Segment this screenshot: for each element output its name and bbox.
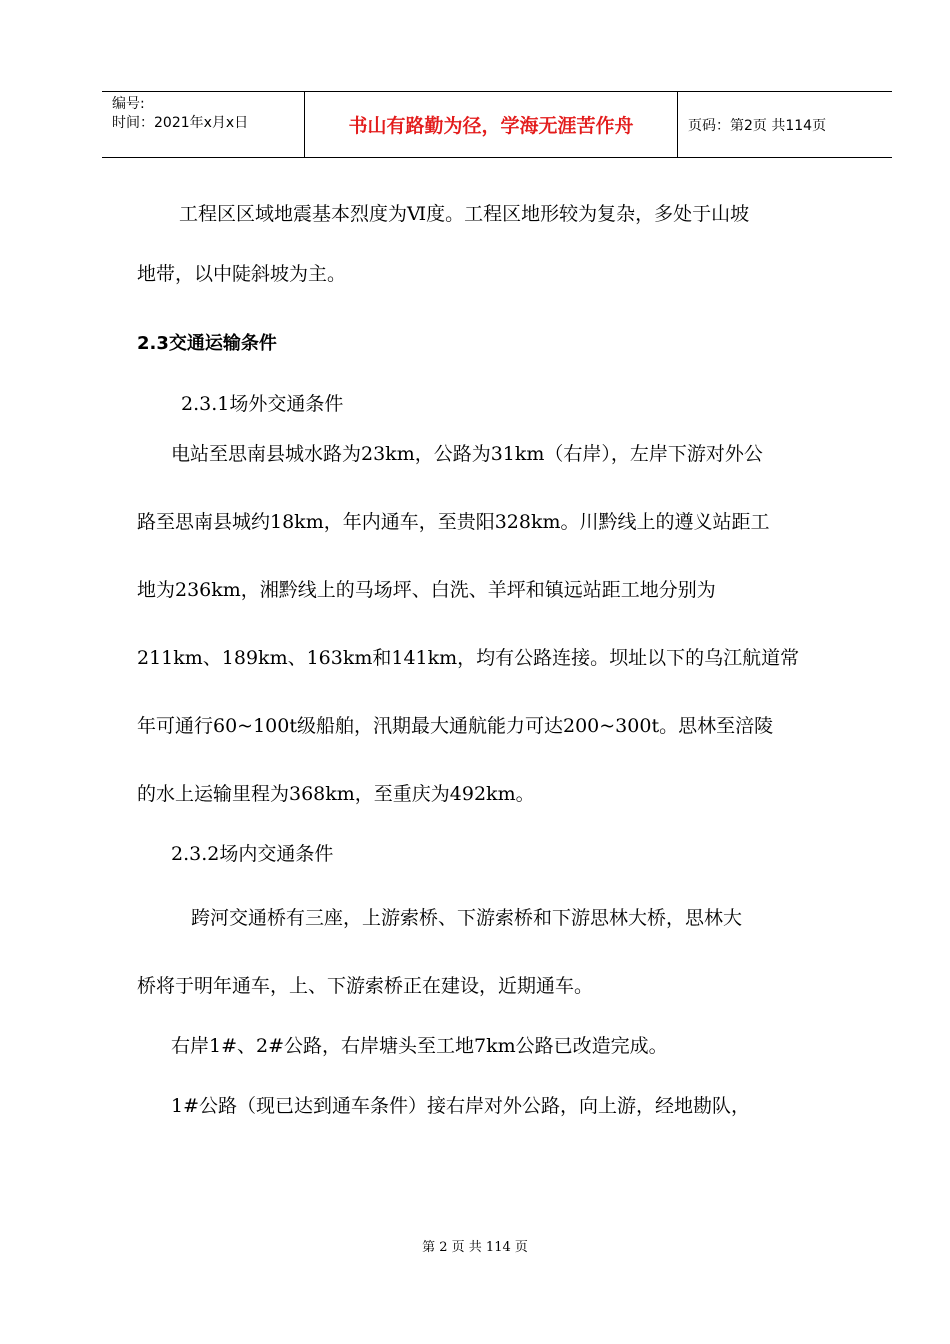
time-label: 时间：2021年x月x日 <box>112 115 249 131</box>
paragraph-line: 桥将于明年通车，上、下游索桥正在建设，近期通车。 <box>137 975 594 997</box>
paragraph-line: 211km、189km、163km和141km，均有公路连接。坝址以下的乌江航道常 <box>137 647 800 669</box>
paragraph-line: 跨河交通桥有三座，上游索桥、下游索桥和下游思林大桥，思林大 <box>191 907 743 929</box>
subsection-heading-2-3-1: 2.3.1场外交通条件 <box>181 393 344 415</box>
header-motto-cell <box>304 92 678 157</box>
motto-text: 书山有路勤为径，学海无涯苦作舟 <box>348 115 634 137</box>
page-footer: 第 2 页 共 114 页 <box>422 1240 528 1255</box>
paragraph-line: 年可通行60~100t级船舶，汛期最大通航能力可达200~300t。思林至涪陵 <box>137 715 774 737</box>
section-heading-2-3: 2.3交通运输条件 <box>137 333 277 354</box>
header-meta <box>102 92 304 157</box>
paragraph-line: 地为236km，湘黔线上的马场坪、白洗、羊坪和镇远站距工地分别为 <box>137 579 716 601</box>
paragraph-line: 路至思南县城约18km，年内通车，至贵阳328km。川黔线上的遵义站距工 <box>137 511 770 533</box>
subsection-heading-2-3-2: 2.3.2场内交通条件 <box>171 843 334 865</box>
header-page-info: 页码：第2页 共114页 <box>688 117 827 134</box>
paragraph-line: 的水上运输里程为368km，至重庆为492km。 <box>137 783 535 805</box>
paragraph-line: 工程区区域地震基本烈度为Ⅵ度。工程区地形较为复杂，多处于山坡 <box>179 203 750 225</box>
paragraph-line: 电站至思南县城水路为23km，公路为31km（右岸），左岸下游对外公 <box>171 443 763 465</box>
paragraph-line: 右岸1#、2#公路，右岸塘头至工地7km公路已改造完成。 <box>171 1035 668 1057</box>
document-body <box>137 190 859 1130</box>
paragraph-line: 1#公路（现已达到通车条件）接右岸对外公路，向上游，经地勘队， <box>171 1095 751 1117</box>
number-label: 编号: <box>112 96 145 112</box>
page-header <box>102 91 892 158</box>
paragraph-line: 地带，以中陡斜坡为主。 <box>137 263 347 285</box>
